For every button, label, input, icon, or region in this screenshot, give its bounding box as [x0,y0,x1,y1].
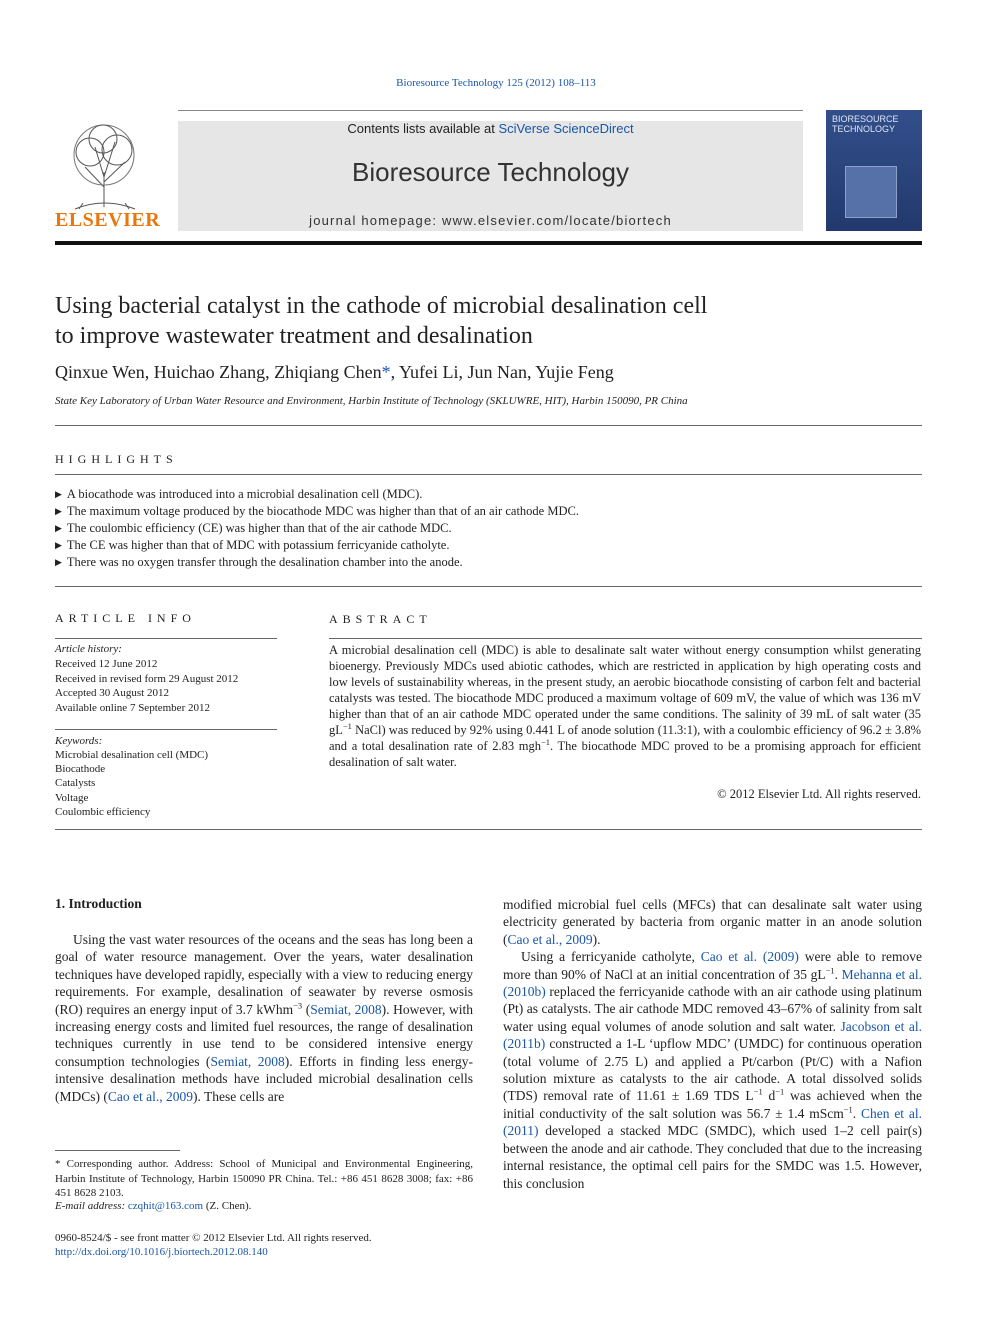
keyword: Biocathode [55,763,106,776]
body-column-right: modified microbial fuel cells (MFCs) that can desalinate salt water using electricity generated by bacteria from organic matter in an anode solution (Cao et al., 2009). Using a ferricyanide catholyte, Cao et al. (2009) were able to remove more than 90% of NaCl at an initial concentration of 35 $gL^{-1}$. Mehanna et al. (2010b) replaced the ferricyanide cathode with an air cathode using platinum (Pt) as catalysts. The air cathode MDC removed 43–67% of salinity from salt water using equal volumes of anode solution and salt water. Jacobson et al. (2011b) constructed a 1-L ‘upflow MDC’ (UMDC) for continuous operation (total volume of 2.75 L) and applied a Pt/carbon (Pt/C) with a Nafion solution mixture as catalysts to the air cathode. A total dissolved solids (TDS) removal rate of 11.61 ± 1.69 TDS $L^{-1}$ $d^{-1}$ was achieved when the initial conductivity of the salt solution was 56.7 ± 1.4 mScm$^{-1}$. Chen et al. (2011) developed a stacked MDC (SMDC), which used 1–2 cell pair(s) between the anode and air cathode. They concluded that due to the increasing internal resistance, the optimal cell pairs for the SMDC was 1.5. However, this conclusion [503,897,923,1191]
highlight-item: ▶ There was no oxygen transfer through the desalination chamber into the anode. [55,554,925,571]
citation-link[interactable]: Cao et al. (2009) [700,949,799,965]
keyword: Coulombic efficiency [55,805,151,818]
keyword: Voltage [55,791,89,804]
keyword: Microbial desalination cell (MDC) [55,749,209,761]
citation-link[interactable]: Chen et al. (2011) [503,1105,923,1139]
highlight-item: ▶ The CE was higher than that of MDC with potassium ferricyanide catholyte. [55,537,925,554]
highlight-item: ▶ The maximum voltage produced by the biocathode MDC was higher than that of an air cathode MDC. [55,503,925,520]
corresponding-author-footnote: * Corresponding author. Address: School of Municipal and Environmental Engineering, Harbin Institute of Technology, Harbin 150090 PR China. Tel.: +86 451 8628 3008; fax: +86 451 8628 2103. [55,1158,473,1199]
header-bottom-rule [55,241,922,245]
email-footnote: E-mail address: czqhit@163.com (Z. Chen). [55,1200,252,1212]
article-title: Using bacterial catalyst in the cathode of microbial desalination cell to improve wastewater treatment and desalination [55,293,708,349]
keyword-list [55,748,208,819]
divider [55,425,922,426]
doi-link[interactable]: http://dx.doi.org/10.1016/j.biortech.2012.08.140 [55,1246,268,1258]
citation-link[interactable]: Mehanna et al. (2010b) [503,966,923,1000]
divider [55,586,922,587]
cover-title: BIORESOURCE TECHNOLOGY [832,114,899,134]
history-heading: Article history: [55,643,122,655]
article-info-heading: ARTICLE INFO [55,611,196,625]
affiliation: State Key Laboratory of Urban Water Resource and Environment, Harbin Institute of Technology (SKLUWRE, HIT), Harbin 150090, PR China [55,395,688,407]
citation-link[interactable]: Jacobson et al. (2011b) [503,1018,922,1052]
journal-title: Bioresource Technology [351,157,630,187]
citation-link[interactable]: Cao et al., 2009 [107,1088,193,1104]
elsevier-wordmark: ELSEVIER [55,209,161,231]
corresponding-author-marker[interactable]: * [381,362,391,382]
divider [55,638,277,639]
citation-link[interactable]: Cao et al., 2009 [507,931,593,947]
author-list: Qinxue Wen, Huichao Zhang, Zhiqiang Chen*, Yufei Li, Jun Nan, Yujie Feng [55,362,614,382]
highlight-item: ▶ A biocathode was introduced into a microbial desalination cell (MDC). [55,486,925,503]
divider [55,474,922,475]
divider [55,829,922,830]
keyword: Catalysts [55,777,96,790]
abstract-heading: ABSTRACT [329,612,432,626]
email-link[interactable]: czqhit@163.com [127,1200,204,1212]
highlights-list [55,486,925,571]
highlight-item: ▶ The coulombic efficiency (CE) was higher than that of the air cathode MDC. [55,520,925,537]
sciencedirect-link[interactable]: SciVerse ScienceDirect [498,121,634,136]
article-history: Received 12 June 2012 Received in revised form 29 August 2012 Accepted 30 August 2012 Available online 7 September 2012 [55,658,239,714]
divider [55,729,277,730]
contents-line: Contents lists available at SciVerse ScienceDirect [347,121,634,136]
issn-line: 0960-8524/$ - see front matter © 2012 Elsevier Ltd. All rights reserved. [55,1232,372,1244]
keywords-heading: Keywords: [55,735,103,747]
abstract-text: A microbial desalination cell (MDC) is able to desalinate salt water without energy consumption whilst generating bioenergy. Previously MDCs used abiotic cathodes, which are restricted in application by high operating costs and low levels of sustainability whereas, in the present study, an aerobic biocathode consisting of carbon felt and bacterial catalysts was tested. The biocathode MDC produced a maximum voltage of 609 mV, the value of which was 136 mV higher than that of an air cathode MDC operated under the same conditions. The salinity of 39 mL of salt water (35 $gL^{-1}$ NaCl) was reduced by 92% using 0.441 L of anode solution (11.3:1), with a coulombic efficiency of 96.2 ± 3.8% and a total desalination rate of 2.83 mgh$^{-1}$. The biocathode MDC proved to be a promising approach for efficient desalination of salt water. [329,643,921,769]
front-matter [55,1231,372,1259]
divider [329,638,922,639]
citation-link[interactable]: Semiat, 2008 [310,1001,382,1017]
abstract-copyright: © 2012 Elsevier Ltd. All rights reserved. [717,787,921,801]
highlights-heading: HIGHLIGHTS [55,452,178,466]
header-top-rule [178,110,803,111]
journal-citation[interactable]: Bioresource Technology 125 (2012) 108–113 [396,77,596,89]
section-heading: 1. Introduction [55,896,142,911]
body-column-left: Using the vast water resources of the oceans and the seas has long been a goal of water resource management. Over the years, water desalination techniques have developed rapidly, especially with a view to reducing energy requirements. For example, desalination of seawater by reverse osmosis (RO) requires an energy input of 3.7 kWhm$^{-3}$ (Semiat, 2008). However, with increasing energy costs and limited fuel resources, the range of desalination techniques currently in use tend to be considered intensive energy consumption technologies (Semiat, 2008). Efforts in finding less energy-intensive desalination methods have included microbial desalination cells (MDCs) (Cao et al., 2009). These cells are [55,932,474,1104]
citation-link[interactable]: Semiat, 2008 [210,1053,285,1069]
cover-figure [845,166,897,218]
footnote-rule [55,1150,180,1151]
journal-homepage[interactable]: journal homepage: www.elsevier.com/locate/biortech [309,213,672,228]
